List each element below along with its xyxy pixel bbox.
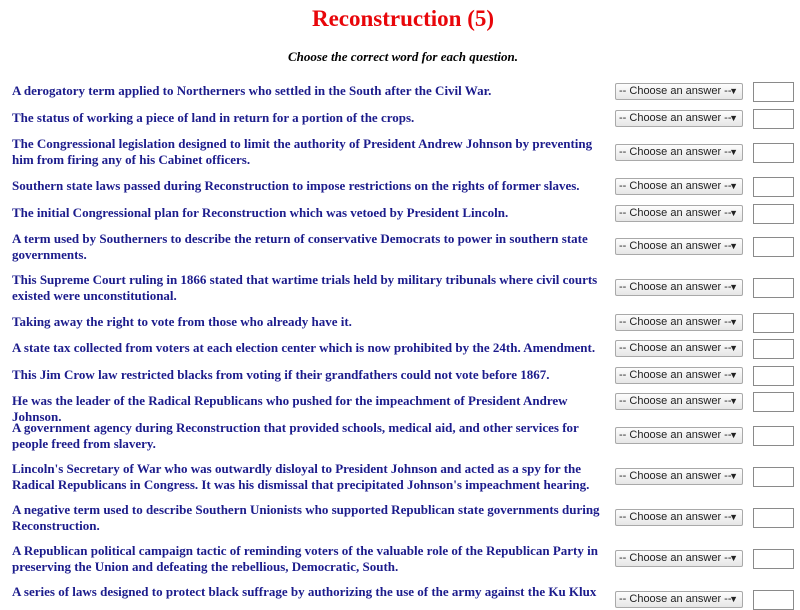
instructions: Choose the correct word for each question. <box>287 49 519 64</box>
answer-select-value: -- Choose an answer -- <box>619 593 732 605</box>
answer-select[interactable] <box>615 340 743 357</box>
answer-select[interactable] <box>615 550 743 567</box>
question-text: Southern state laws passed during Reconstruction to impose restrictions on the rights of former slaves. <box>12 178 580 193</box>
question-text: Taking away the right to vote from those who already have it. <box>12 314 352 329</box>
question-text: Lincoln's Secretary of War who was outwardly disloyal to President Johnson and acted as a spy for the Radical Republicans in Congress. It was his dismissal that precipitated Johnson's impeachment hearing. <box>12 461 590 492</box>
dropdown-arrow-icon: ▼ <box>729 343 738 353</box>
dropdown-arrow-icon: ▼ <box>729 553 738 563</box>
answer-select-value: -- Choose an answer -- <box>619 281 732 293</box>
answer-select[interactable] <box>615 468 743 485</box>
question-text: A derogatory term applied to Northerners who settled in the South after the Civil War. <box>12 83 492 98</box>
answer-result-box[interactable] <box>753 366 794 386</box>
answer-result-box[interactable] <box>753 426 794 446</box>
dropdown-arrow-icon: ▼ <box>729 430 738 440</box>
dropdown-arrow-icon: ▼ <box>729 241 738 251</box>
dropdown-arrow-icon: ▼ <box>729 396 738 406</box>
answer-select-value: -- Choose an answer -- <box>619 146 732 158</box>
answer-select[interactable] <box>615 205 743 222</box>
answer-select[interactable] <box>615 110 743 127</box>
answer-result-box[interactable] <box>753 82 794 102</box>
answer-select-value: -- Choose an answer -- <box>619 552 732 564</box>
dropdown-arrow-icon: ▼ <box>729 113 738 123</box>
answer-result-box[interactable] <box>753 467 794 487</box>
question-text: A negative term used to describe Southern Unionists who supported Republican state governments during Reconstruction. <box>12 502 600 533</box>
question-text: A term used by Southerners to describe the return of conservative Democrats to power in southern state governments. <box>12 231 588 262</box>
answer-select[interactable] <box>615 238 743 255</box>
answer-select[interactable] <box>615 144 743 161</box>
dropdown-arrow-icon: ▼ <box>729 594 738 604</box>
dropdown-arrow-icon: ▼ <box>729 512 738 522</box>
answer-select-value: -- Choose an answer -- <box>619 369 732 381</box>
answer-result-box[interactable] <box>753 549 794 569</box>
answer-result-box[interactable] <box>753 392 794 412</box>
answer-select-value: -- Choose an answer -- <box>619 180 732 192</box>
answer-select[interactable] <box>615 591 743 608</box>
answer-result-box[interactable] <box>753 109 794 129</box>
question-text: A Republican political campaign tactic of reminding voters of the valuable role of the Republican Party in preserving the Union and defeating the rebellious, Democratic, South. <box>12 543 598 574</box>
dropdown-arrow-icon: ▼ <box>729 471 738 481</box>
dropdown-arrow-icon: ▼ <box>729 208 738 218</box>
answer-result-box[interactable] <box>753 237 794 257</box>
answer-select[interactable] <box>615 393 743 410</box>
dropdown-arrow-icon: ▼ <box>729 86 738 96</box>
question-text: This Supreme Court ruling in 1866 stated that wartime trials held by military tribunals where civil courts existed were unconstitutional. <box>12 272 598 303</box>
answer-select-value: -- Choose an answer -- <box>619 207 732 219</box>
answer-result-box[interactable] <box>753 204 794 224</box>
answer-select[interactable] <box>615 314 743 331</box>
dropdown-arrow-icon: ▼ <box>729 282 738 292</box>
answer-select-value: -- Choose an answer -- <box>619 85 732 97</box>
answer-select-value: -- Choose an answer -- <box>619 511 732 523</box>
dropdown-arrow-icon: ▼ <box>729 370 738 380</box>
answer-result-box[interactable] <box>753 590 794 610</box>
question-text: The initial Congressional plan for Reconstruction which was vetoed by President Lincoln. <box>12 205 509 220</box>
dropdown-arrow-icon: ▼ <box>729 181 738 191</box>
answer-select[interactable] <box>615 509 743 526</box>
answer-select-value: -- Choose an answer -- <box>619 395 732 407</box>
answer-select[interactable] <box>615 178 743 195</box>
answer-result-box[interactable] <box>753 339 794 359</box>
answer-select-value: -- Choose an answer -- <box>619 316 732 328</box>
answer-result-box[interactable] <box>753 143 794 163</box>
answer-select-value: -- Choose an answer -- <box>619 470 732 482</box>
question-text: A state tax collected from voters at each election center which is now prohibited by the 24th. Amendment. <box>12 340 596 355</box>
question-text: The Congressional legislation designed to limit the authority of President Andrew Johnson by preventing him from firing any of his Cabinet officers. <box>12 136 593 167</box>
answer-result-box[interactable] <box>753 313 794 333</box>
answer-result-box[interactable] <box>753 278 794 298</box>
dropdown-arrow-icon: ▼ <box>729 147 738 157</box>
answer-select-value: -- Choose an answer -- <box>619 342 732 354</box>
answer-select[interactable] <box>615 427 743 444</box>
answer-select[interactable] <box>615 367 743 384</box>
answer-select[interactable] <box>615 83 743 100</box>
answer-select[interactable] <box>615 279 743 296</box>
answer-select-value: -- Choose an answer -- <box>619 112 732 124</box>
question-text: The status of working a piece of land in return for a portion of the crops. <box>12 110 415 125</box>
question-text: A series of laws designed to protect black suffrage by authorizing the use of the army against the Ku Klux <box>12 584 597 599</box>
answer-select-value: -- Choose an answer -- <box>619 429 732 441</box>
question-text: He was the leader of the Radical Republicans who pushed for the impeachment of President Andrew Johnson. <box>12 393 568 424</box>
question-text: A government agency during Reconstruction that provided schools, medical aid, and other services for people freed from slavery. <box>12 420 579 451</box>
answer-result-box[interactable] <box>753 177 794 197</box>
question-text: This Jim Crow law restricted blacks from voting if their grandfathers could not vote before 1867. <box>12 367 550 382</box>
page-title: Reconstruction (5) <box>311 6 495 31</box>
answer-result-box[interactable] <box>753 508 794 528</box>
dropdown-arrow-icon: ▼ <box>729 317 738 327</box>
answer-select-value: -- Choose an answer -- <box>619 240 732 252</box>
